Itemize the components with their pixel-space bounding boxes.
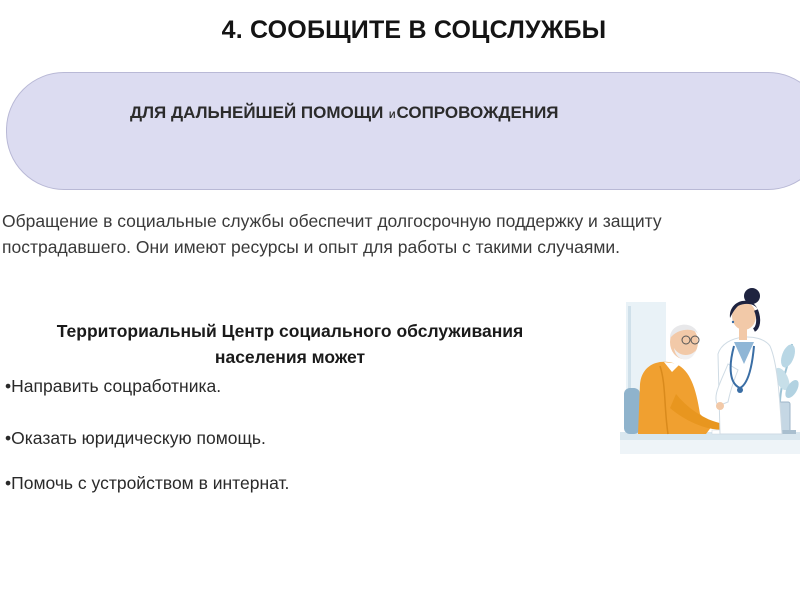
center-title-line1: Территориальный Центр социального обслуживания [56,321,524,341]
bullet-item-1: •Направить соцработника. [5,376,222,396]
bullet-item-3: •Помочь с устройством в интернат. [5,473,290,493]
banner-text-part2: СОПРОВОЖДЕНИЯ [396,103,559,122]
window-bar [628,306,631,398]
banner-text-small: И [389,110,396,120]
banner-shape [6,72,800,190]
bullet-item-2: •Оказать юридическую помощь. [5,428,266,448]
banner-text-part1: ДЛЯ ДАЛЬНЕЙШЕЙ ПОМОЩИ [130,103,384,122]
center-title-line2: населения может [214,347,366,367]
social-worker-illustration [620,284,800,454]
intro-paragraph: Обращение в социальные службы обеспечит долгосрочную поддержку и защиту пострадавшего. Они имеют ресурсы и опыт для работы с такими случаями. [2,211,662,257]
banner-text [130,103,559,123]
table-front [620,440,800,454]
social-worker-figure [716,288,782,434]
center-title [30,318,550,370]
slide-title: 4. СООБЩИТЕ В СОЦСЛУЖБЫ [221,16,607,44]
